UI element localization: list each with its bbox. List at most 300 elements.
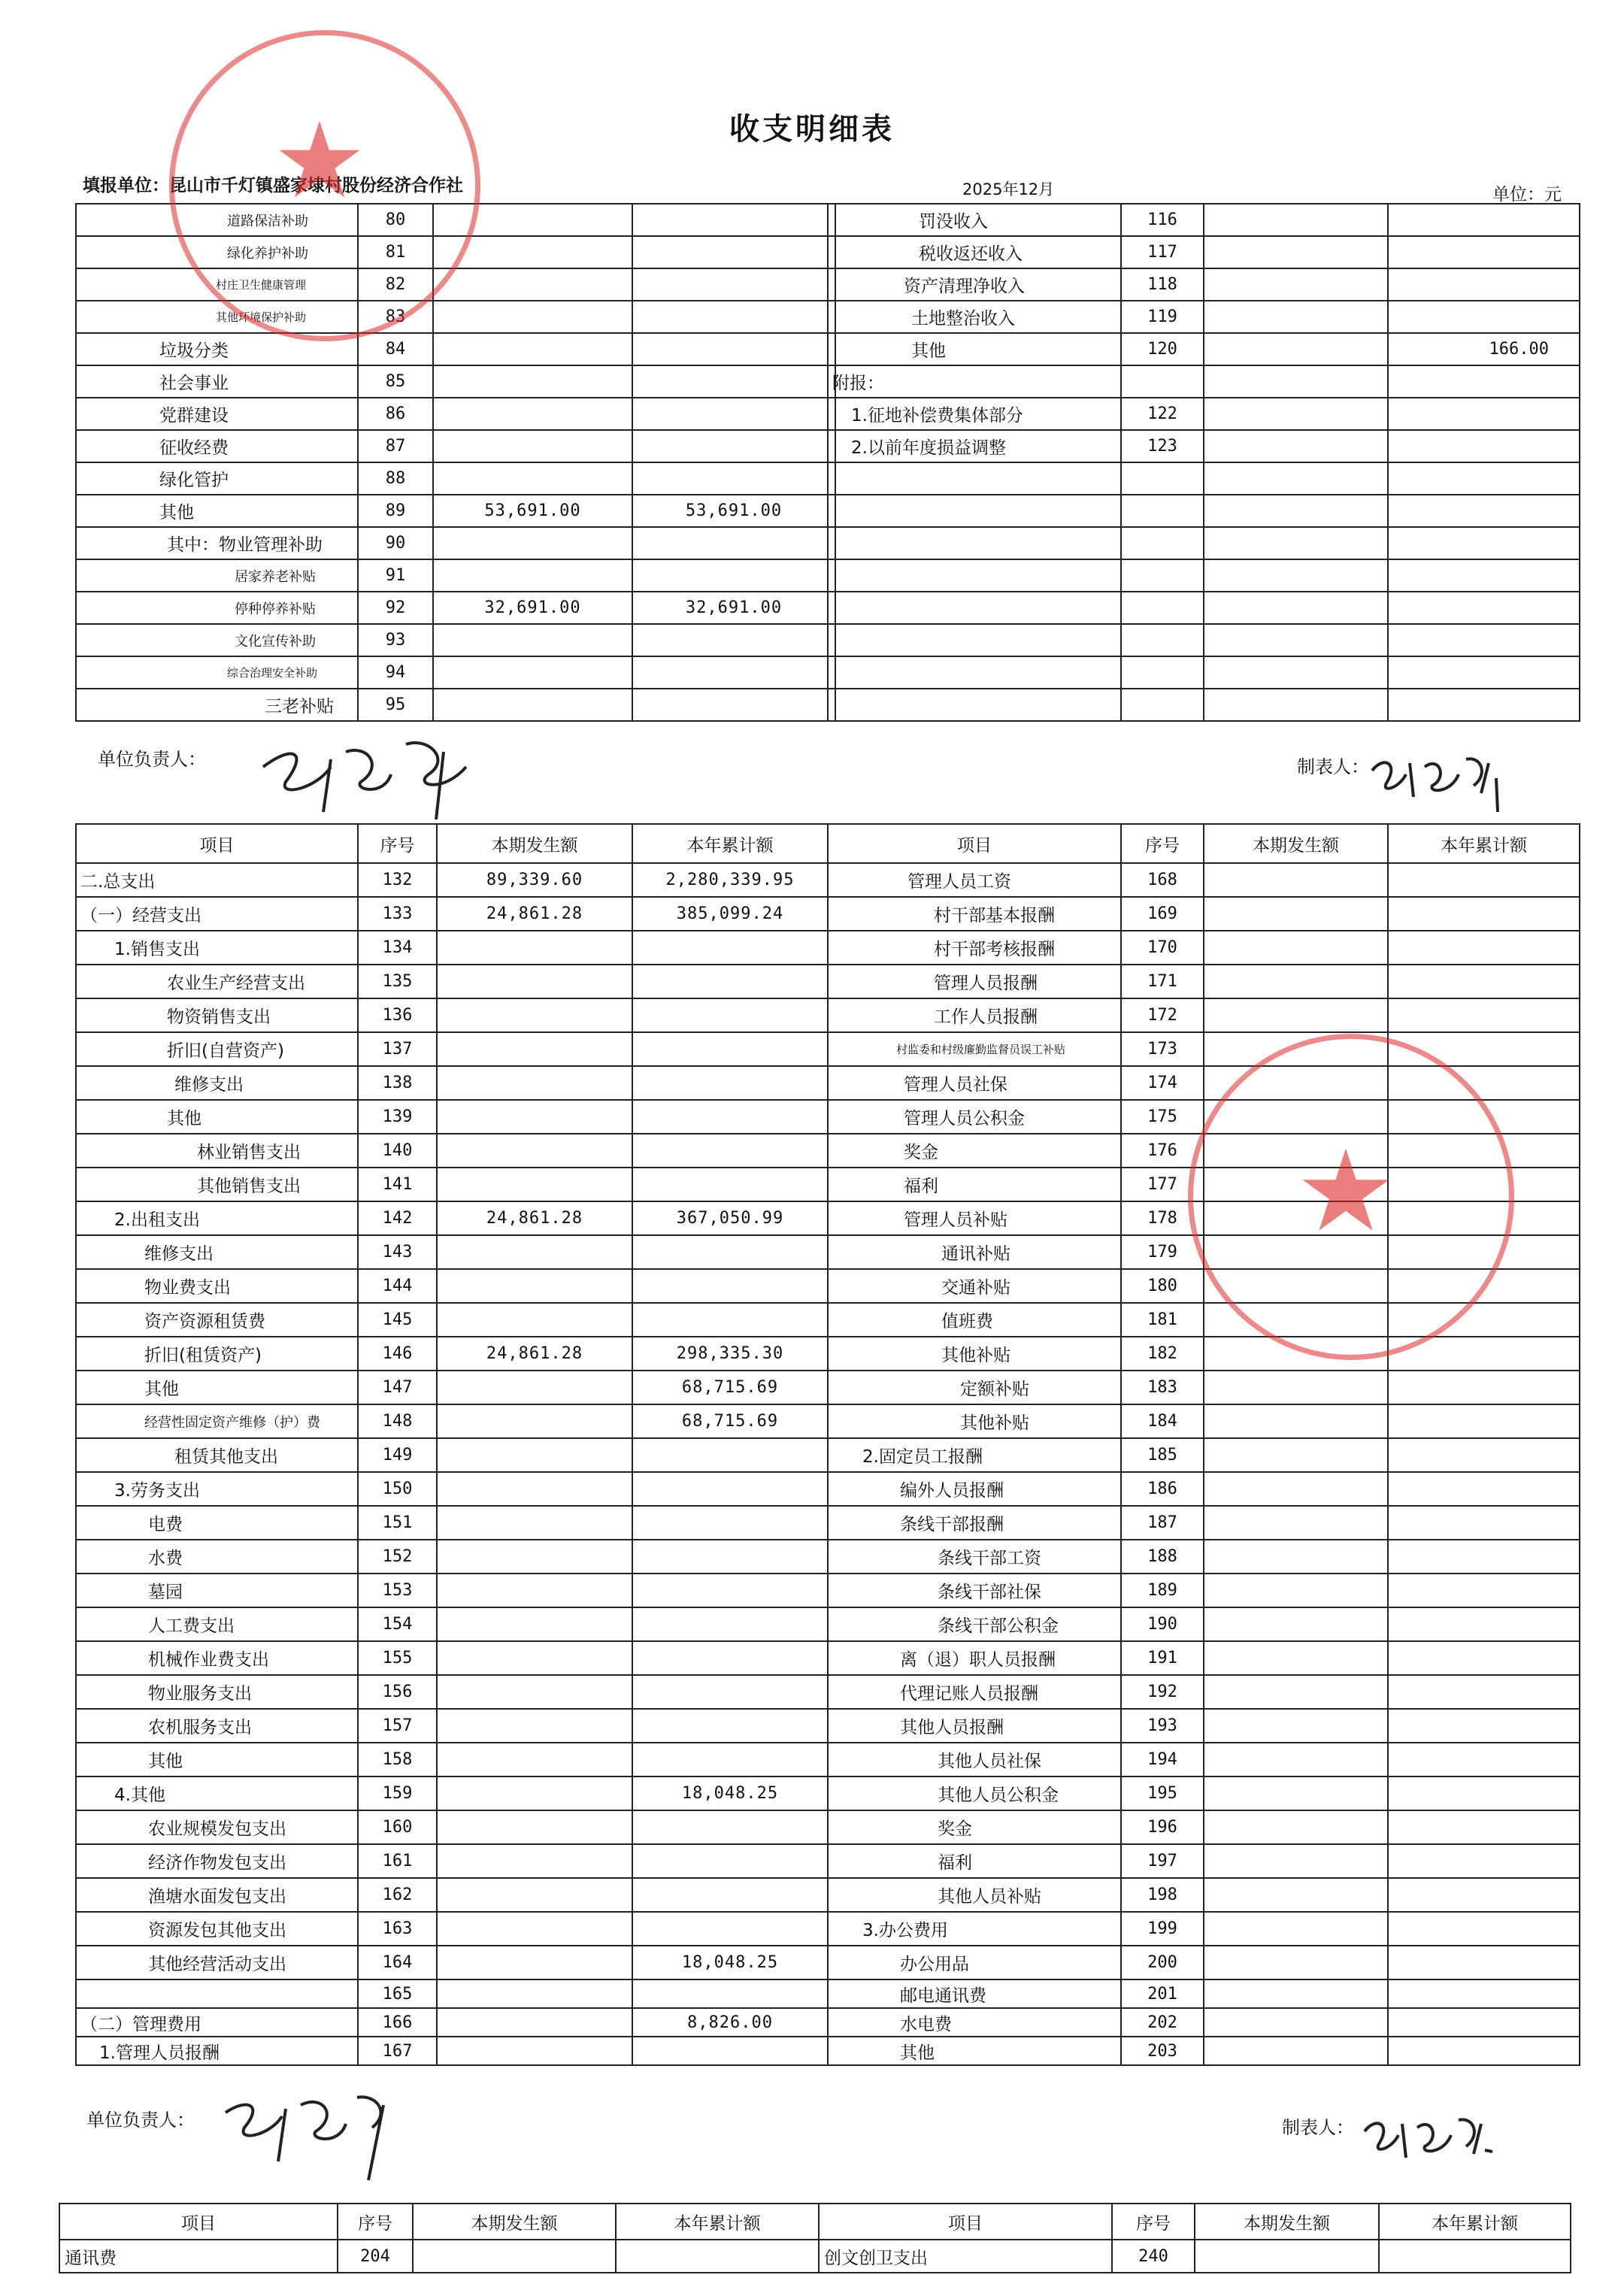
item-cell: 奖金: [828, 1810, 1121, 1844]
sequence-number-cell: 203: [1121, 2037, 1204, 2065]
sequence-number-cell: 194: [1121, 1743, 1204, 1777]
current-amount-cell: [1204, 462, 1388, 495]
table-row: [76, 365, 835, 398]
table-row: [828, 931, 1580, 965]
item-cell: 经营性固定资产维修（护）费: [76, 1404, 358, 1438]
item-cell: [828, 559, 1121, 592]
item-cell: 工作人员报酬: [828, 998, 1121, 1032]
sequence-number-cell: 144: [358, 1269, 437, 1303]
current-amount-cell: 53,691.00: [433, 495, 632, 527]
item-cell: 3.办公费用: [828, 1912, 1121, 1946]
sequence-number-cell: 143: [358, 1235, 437, 1269]
ytd-amount-cell: [1388, 301, 1580, 333]
item-cell: 交通补贴: [828, 1269, 1121, 1303]
ytd-amount-cell: [632, 1641, 828, 1675]
table-row: [828, 897, 1580, 931]
item-cell: 其他: [76, 495, 358, 527]
table-row: [76, 1810, 828, 1844]
item-cell: 征收经费: [76, 430, 358, 462]
ytd-amount-cell: [1388, 2037, 1580, 2065]
sequence-number-cell: 180: [1121, 1269, 1204, 1303]
ytd-amount-cell: [632, 1235, 828, 1269]
sequence-number-cell: 122: [1121, 398, 1204, 430]
current-amount-cell: [1204, 656, 1388, 689]
item-cell: [828, 689, 1121, 721]
current-amount-cell: [433, 559, 632, 592]
item-cell: 绿化养护补助: [76, 236, 358, 268]
table-row: [819, 2240, 1571, 2273]
item-cell: 2.固定员工报酬: [828, 1438, 1121, 1472]
table-row: [828, 2037, 1580, 2065]
item-cell: 物资销售支出: [76, 998, 358, 1032]
current-amount-cell: [437, 1878, 632, 1912]
ytd-amount-cell: [1388, 365, 1580, 398]
table-row: [76, 1607, 828, 1641]
table-row: [76, 1641, 828, 1675]
current-amount-cell: [1204, 204, 1388, 236]
table-row: [828, 1743, 1580, 1777]
sequence-number-cell: 95: [358, 689, 433, 721]
sequence-number-cell: [1121, 559, 1204, 592]
ytd-amount-cell: [632, 624, 835, 656]
current-amount-cell: [1204, 1743, 1388, 1777]
table-row: [828, 398, 1580, 430]
sequence-number-cell: 173: [1121, 1032, 1204, 1066]
table-row: [76, 2037, 828, 2065]
item-cell: [828, 462, 1121, 495]
ytd-amount-cell: [1388, 897, 1580, 931]
item-cell: （二）管理费用: [76, 2008, 358, 2037]
current-amount-cell: [437, 1946, 632, 1979]
current-amount-cell: [437, 1269, 632, 1303]
sequence-number-cell: 132: [358, 863, 437, 897]
table-row: [828, 1946, 1580, 1979]
table-row: [76, 1100, 828, 1134]
ytd-amount-cell: [632, 559, 835, 592]
item-cell: 管理人员报酬: [828, 965, 1121, 998]
table-row: [76, 689, 835, 721]
leader-handwritten-signature-1: [256, 722, 481, 827]
sequence-number-cell: 138: [358, 1066, 437, 1100]
leader-signature-label: 单位负责人：: [98, 749, 206, 770]
item-cell: 其他: [76, 1371, 358, 1404]
sequence-number-cell: 80: [358, 204, 433, 236]
sequence-number-cell: 178: [1121, 1201, 1204, 1235]
sequence-number-cell: 190: [1121, 1607, 1204, 1641]
table-row: [76, 1844, 828, 1878]
ytd-amount-cell: [1388, 1371, 1580, 1404]
item-cell: 通讯补贴: [828, 1235, 1121, 1269]
item-cell: 其他: [76, 1743, 358, 1777]
current-amount-cell: [437, 1743, 632, 1777]
sequence-number-cell: 120: [1121, 333, 1204, 365]
item-cell: 离（退）职人员报酬: [828, 1641, 1121, 1675]
preparer-signature-label-2: 制表人：: [1282, 2117, 1354, 2138]
item-cell: [76, 1979, 358, 2008]
item-cell: 资源发包其他支出: [76, 1912, 358, 1946]
ytd-amount-cell: [632, 689, 835, 721]
table-row: [76, 1438, 828, 1472]
ytd-amount-cell: [632, 2037, 828, 2065]
current-amount-cell: [1204, 689, 1388, 721]
current-amount-cell: [1204, 1675, 1388, 1709]
item-cell: [828, 656, 1121, 689]
ytd-amount-cell: [632, 1032, 828, 1066]
item-cell: 垃圾分类: [76, 333, 358, 365]
ytd-amount-cell: [1388, 1979, 1580, 2008]
ytd-amount-cell: [1388, 1506, 1580, 1540]
sequence-number-cell: 200: [1121, 1946, 1204, 1979]
ytd-amount-cell: [632, 656, 835, 689]
sequence-number-cell: 177: [1121, 1168, 1204, 1201]
item-cell: 1.管理人员报酬: [76, 2037, 358, 2065]
table-row: [76, 2008, 828, 2037]
column-header: 项目: [76, 824, 358, 863]
table-row: [828, 1675, 1580, 1709]
current-amount-cell: [1204, 301, 1388, 333]
ytd-amount-cell: [1388, 495, 1580, 527]
table-row: [828, 1506, 1580, 1540]
income-detail-right-table: [827, 203, 1580, 722]
current-amount-cell: [1204, 897, 1388, 931]
sequence-number-cell: 160: [358, 1810, 437, 1844]
column-header: 项目: [819, 2204, 1112, 2240]
current-amount-cell: [433, 333, 632, 365]
current-amount-cell: [1204, 365, 1388, 398]
table-header-row: [828, 824, 1580, 863]
ytd-amount-cell: [1388, 462, 1580, 495]
table-row: [76, 1472, 828, 1506]
item-cell: 定额补贴: [828, 1371, 1121, 1404]
current-amount-cell: [437, 1303, 632, 1337]
item-cell: 物业服务支出: [76, 1675, 358, 1709]
table-row: [76, 897, 828, 931]
sequence-number-cell: 142: [358, 1201, 437, 1235]
table-row: [76, 301, 835, 333]
reporting-unit: 填报单位：昆山市千灯镇盛家埭村股份经济合作社: [83, 176, 463, 195]
table-row: [76, 1743, 828, 1777]
item-cell: 三老补贴: [76, 689, 358, 721]
currency-unit: 单位：元: [1492, 185, 1562, 204]
column-header: 序号: [358, 824, 437, 863]
item-cell: 农机服务支出: [76, 1709, 358, 1743]
ytd-amount-cell: 68,715.69: [632, 1371, 828, 1404]
current-amount-cell: [1204, 965, 1388, 998]
item-cell: [828, 527, 1121, 559]
ytd-amount-cell: 298,335.30: [632, 1337, 828, 1371]
item-cell: 其他: [828, 2037, 1121, 2065]
ytd-amount-cell: [1388, 1709, 1580, 1743]
ytd-amount-cell: 166.00: [1388, 333, 1580, 365]
current-amount-cell: 32,691.00: [433, 592, 632, 624]
sequence-number-cell: 172: [1121, 998, 1204, 1032]
column-header: 本年累计额: [632, 824, 828, 863]
sequence-number-cell: 118: [1121, 268, 1204, 301]
table-header-row: [76, 824, 828, 863]
current-amount-cell: [437, 1134, 632, 1168]
current-amount-cell: [1204, 1371, 1388, 1404]
item-cell: 管理人员补贴: [828, 1201, 1121, 1235]
item-cell: [828, 495, 1121, 527]
item-cell: 其他销售支出: [76, 1168, 358, 1201]
table-row: [76, 1371, 828, 1404]
ytd-amount-cell: [632, 1303, 828, 1337]
table-row: [76, 1066, 828, 1100]
table-row: [828, 1777, 1580, 1810]
ytd-amount-cell: [632, 1269, 828, 1303]
item-cell: 文化宣传补助: [76, 624, 358, 656]
table-row: [59, 2240, 819, 2273]
table-row: [76, 1979, 828, 2008]
current-amount-cell: [1204, 1979, 1388, 2008]
sequence-number-cell: 181: [1121, 1303, 1204, 1337]
table-row: [76, 1540, 828, 1574]
ytd-amount-cell: [632, 931, 828, 965]
sequence-number-cell: 170: [1121, 931, 1204, 965]
ytd-amount-cell: [632, 430, 835, 462]
sequence-number-cell: 133: [358, 897, 437, 931]
current-amount-cell: [1204, 268, 1388, 301]
current-amount-cell: [433, 430, 632, 462]
table-row: [76, 1337, 828, 1371]
table-row: [828, 236, 1580, 268]
ytd-amount-cell: [616, 2240, 819, 2273]
ytd-amount-cell: [632, 998, 828, 1032]
ytd-amount-cell: [1388, 398, 1580, 430]
table-row: [828, 1641, 1580, 1675]
item-cell: 村干部考核报酬: [828, 931, 1121, 965]
table-header-row: [819, 2204, 1571, 2240]
current-amount-cell: [1204, 998, 1388, 1032]
current-amount-cell: [437, 1032, 632, 1066]
table-row: [828, 863, 1580, 897]
table-row: [76, 430, 835, 462]
current-amount-cell: [1204, 1946, 1388, 1979]
table-row: [828, 268, 1580, 301]
sequence-number-cell: 154: [358, 1607, 437, 1641]
current-amount-cell: [1204, 527, 1388, 559]
sequence-number-cell: 84: [358, 333, 433, 365]
ytd-amount-cell: [632, 268, 835, 301]
ytd-amount-cell: [1388, 1675, 1580, 1709]
ytd-amount-cell: [1388, 1810, 1580, 1844]
ytd-amount-cell: [632, 1912, 828, 1946]
current-amount-cell: [437, 1844, 632, 1878]
sequence-number-cell: 149: [358, 1438, 437, 1472]
item-cell: 资产资源租赁费: [76, 1303, 358, 1337]
column-header: 项目: [59, 2204, 338, 2240]
ytd-amount-cell: [632, 1100, 828, 1134]
column-header: 序号: [1121, 824, 1204, 863]
ytd-amount-cell: [1388, 1472, 1580, 1506]
table-row: [828, 1404, 1580, 1438]
table-row: [828, 1912, 1580, 1946]
table-row: [76, 462, 835, 495]
item-cell: 墓园: [76, 1574, 358, 1607]
item-cell: 资产清理净收入: [828, 268, 1121, 301]
item-cell: 其他: [828, 333, 1121, 365]
table-row: [76, 495, 835, 527]
ytd-amount-cell: [632, 1709, 828, 1743]
ytd-amount-cell: [1388, 656, 1580, 689]
sequence-number-cell: 85: [358, 365, 433, 398]
sequence-number-cell: 86: [358, 398, 433, 430]
income-detail-left-table: [75, 203, 836, 722]
sequence-number-cell: 156: [358, 1675, 437, 1709]
sequence-number-cell: 92: [358, 592, 433, 624]
expense-detail-continued-left-table: [59, 2203, 820, 2273]
table-row: [76, 333, 835, 365]
current-amount-cell: [1204, 430, 1388, 462]
sequence-number-cell: 175: [1121, 1100, 1204, 1134]
table-row: [76, 1032, 828, 1066]
item-cell: 水费: [76, 1540, 358, 1574]
ytd-amount-cell: [632, 1472, 828, 1506]
sequence-number-cell: 90: [358, 527, 433, 559]
sequence-number-cell: [1121, 592, 1204, 624]
table-row: [828, 1438, 1580, 1472]
ytd-amount-cell: [1388, 931, 1580, 965]
item-cell: 其他人员社保: [828, 1743, 1121, 1777]
item-cell: （一）经营支出: [76, 897, 358, 931]
sequence-number-cell: 145: [358, 1303, 437, 1337]
ytd-amount-cell: [1388, 1844, 1580, 1878]
current-amount-cell: [1204, 1810, 1388, 1844]
ytd-amount-cell: [1388, 1743, 1580, 1777]
item-cell: 二.总支出: [76, 863, 358, 897]
item-cell: 村庄卫生健康管理: [76, 268, 358, 301]
item-cell: 福利: [828, 1168, 1121, 1201]
ytd-amount-cell: 53,691.00: [632, 495, 835, 527]
table-row: [828, 1472, 1580, 1506]
sequence-number-cell: 182: [1121, 1337, 1204, 1371]
item-cell: 其他环境保护补助: [76, 301, 358, 333]
sequence-number-cell: 146: [358, 1337, 437, 1371]
ytd-amount-cell: [1388, 1641, 1580, 1675]
ytd-amount-cell: 367,050.99: [632, 1201, 828, 1235]
current-amount-cell: [437, 1607, 632, 1641]
sequence-number-cell: [1121, 689, 1204, 721]
current-amount-cell: [437, 1066, 632, 1100]
star-icon: ★: [272, 100, 367, 223]
ytd-amount-cell: [1388, 204, 1580, 236]
current-amount-cell: [1204, 1607, 1388, 1641]
ytd-amount-cell: [632, 1844, 828, 1878]
table-row: [828, 301, 1580, 333]
current-amount-cell: [437, 1574, 632, 1607]
item-cell: 人工费支出: [76, 1607, 358, 1641]
sequence-number-cell: 150: [358, 1472, 437, 1506]
current-amount-cell: [433, 462, 632, 495]
sequence-number-cell: 191: [1121, 1641, 1204, 1675]
current-amount-cell: [437, 1641, 632, 1675]
current-amount-cell: 24,861.28: [437, 1201, 632, 1235]
item-cell: 绿化管护: [76, 462, 358, 495]
sequence-number-cell: 174: [1121, 1066, 1204, 1100]
expense-detail-continued-right-table: [818, 2203, 1571, 2273]
table-row: [828, 998, 1580, 1032]
item-cell: [828, 624, 1121, 656]
ytd-amount-cell: [1388, 592, 1580, 624]
item-cell: 其他: [76, 1100, 358, 1134]
ytd-amount-cell: [632, 1743, 828, 1777]
ytd-amount-cell: [632, 1066, 828, 1100]
item-cell: 农业规模发包支出: [76, 1810, 358, 1844]
current-amount-cell: [1204, 1641, 1388, 1675]
sequence-number-cell: 117: [1121, 236, 1204, 268]
table-row: [828, 1979, 1580, 2008]
table-row: [828, 1371, 1580, 1404]
current-amount-cell: [1204, 1506, 1388, 1540]
item-cell: 其他人员公积金: [828, 1777, 1121, 1810]
ytd-amount-cell: [1388, 1946, 1580, 1979]
table-row: [828, 656, 1580, 689]
ytd-amount-cell: [1388, 863, 1580, 897]
ytd-amount-cell: [1388, 965, 1580, 998]
sequence-number-cell: 151: [358, 1506, 437, 1540]
sequence-number-cell: 176: [1121, 1134, 1204, 1168]
table-row: [828, 462, 1580, 495]
item-cell: 2.以前年度损益调整: [828, 430, 1121, 462]
page-title: 收支明细表: [729, 112, 895, 147]
current-amount-cell: [437, 1979, 632, 2008]
ytd-amount-cell: 2,280,339.95: [632, 863, 828, 897]
item-cell: 条线干部公积金: [828, 1607, 1121, 1641]
table-row: [76, 559, 835, 592]
sequence-number-cell: 158: [358, 1743, 437, 1777]
ytd-amount-cell: 18,048.25: [632, 1777, 828, 1810]
sequence-number-cell: 89: [358, 495, 433, 527]
current-amount-cell: [437, 1100, 632, 1134]
item-cell: 综合治理安全补助: [76, 656, 358, 689]
ytd-amount-cell: [632, 1675, 828, 1709]
sequence-number-cell: 141: [358, 1168, 437, 1201]
table-row: [828, 592, 1580, 624]
item-cell: 其他人员补贴: [828, 1878, 1121, 1912]
current-amount-cell: [433, 398, 632, 430]
current-amount-cell: [437, 1810, 632, 1844]
sequence-number-cell: 161: [358, 1844, 437, 1878]
item-cell: 2.出租支出: [76, 1201, 358, 1235]
ytd-amount-cell: [1388, 1607, 1580, 1641]
item-cell: 3.劳务支出: [76, 1472, 358, 1506]
item-cell: 其他经营活动支出: [76, 1946, 358, 1979]
item-cell: 社会事业: [76, 365, 358, 398]
ytd-amount-cell: [632, 1574, 828, 1607]
ytd-amount-cell: [1388, 236, 1580, 268]
table-row: [76, 1878, 828, 1912]
item-cell: 渔塘水面发包支出: [76, 1878, 358, 1912]
item-cell: 电费: [76, 1506, 358, 1540]
item-cell: 其他补贴: [828, 1337, 1121, 1371]
sequence-number-cell: 116: [1121, 204, 1204, 236]
table-row: [76, 1709, 828, 1743]
ytd-amount-cell: [1388, 624, 1580, 656]
table-row: [76, 1168, 828, 1201]
sequence-number-cell: 166: [358, 2008, 437, 2037]
ytd-amount-cell: [632, 1134, 828, 1168]
ytd-amount-cell: [632, 204, 835, 236]
current-amount-cell: [1204, 863, 1388, 897]
item-cell: 维修支出: [76, 1235, 358, 1269]
current-amount-cell: [1204, 398, 1388, 430]
item-cell: 1.销售支出: [76, 931, 358, 965]
column-header: 本年累计额: [1379, 2204, 1571, 2240]
preparer-handwritten-signature-2: [1361, 2105, 1496, 2165]
table-row: [76, 1201, 828, 1235]
item-cell: 机械作业费支出: [76, 1641, 358, 1675]
column-header: 本期发生额: [437, 824, 632, 863]
